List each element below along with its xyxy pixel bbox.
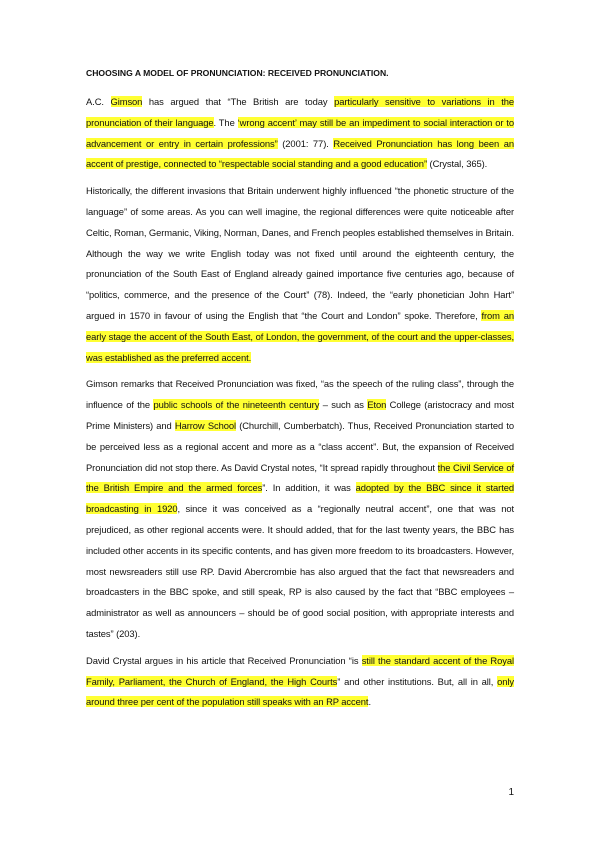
paragraph [86, 181, 514, 368]
paragraph [86, 374, 514, 644]
highlighted-text: particularly sensitive to variations in the pronunciation of their language [86, 96, 515, 128]
text-run: ” and other institutions. But, all in all, [337, 675, 498, 687]
text-run: Gimson remarks that Received Pronunciation was fixed, “as the speech of the ruling class”, through the influence of the [86, 378, 514, 411]
highlighted-text: ‘wrong accent’ may still be an impediment to social interaction or to advancement or entry in certain professions” [86, 116, 514, 149]
document-body [86, 92, 514, 713]
text-run: . [368, 696, 371, 708]
highlighted-text: public schools of the nineteenth century [153, 399, 320, 411]
highlighted-text: the Civil Service of the British Empire and the armed forces [86, 461, 514, 494]
highlighted-text: Harrow School [174, 419, 236, 431]
highlighted-text: Gimson [110, 96, 143, 107]
highlighted-text: only around three per cent of the population still speaks with an RP accent [86, 675, 515, 708]
text-run: College (aristocracy and most Prime Ministers) and [86, 399, 514, 431]
highlighted-text: from an early stage the accent of the South East, of London, the government, of the court and the upper-classes, was established as the preferred accent. [86, 309, 514, 363]
text-run: , since it was conceived as a “regionally neutral accent”, one that was not prejudiced, as other regional accents were. It should added, that for the last twenty years, the BBC has included other accents in its specific contents, and has given more freedom to its broadcasters. However, most newsreaders still use RP. David Abercrombie has also argued that the fact that newsreaders and broadcasters in the BBC spoke, and still speak, RP is also caused by the fact that “BBC employees – administrator as well as announcers – should be of good social position, with appropriate interests and tastes” (203). [86, 503, 514, 639]
text-run: A.C. [86, 96, 111, 107]
paragraph [86, 651, 514, 713]
paragraph [86, 92, 514, 175]
page-number: 1 [508, 787, 514, 798]
highlighted-text: Received Pronunciation has long been an accent of prestige, connected to “respectable social standing and a good education” [86, 137, 515, 170]
text-run: – such as [319, 399, 368, 411]
text-run: (Crystal, 365). [427, 158, 488, 170]
highlighted-text: adopted by the BBC since it started broadcasting in 1920 [86, 482, 514, 515]
text-run: . The [213, 116, 238, 128]
text-run: Historically, the different invasions that Britain underwent highly influenced “the phonetic structure of the language” of some areas. As you can well imagine, the regional differences were quite noticeable after Celtic, Roman, Germanic, Viking, Norman, Danes, and French peoples established themselves in Britain. Although the way we write English today was not fixed until around the eighteenth century, the pronunciation of the South East of England already gained importance five centuries ago, because of “politics, commerce, and the presence of the Court” (78). Indeed, the “early phonetician John Hart” argued in 1570 in favour of using the English that “the Court and London” spoke. Therefore, [86, 185, 514, 321]
text-run: ”. In addition, it was [262, 482, 356, 494]
highlighted-text: still the standard accent of the Royal Family, Parliament, the Church of England, the High Courts [86, 654, 514, 687]
document-title: CHOOSING A MODEL OF PRONUNCIATION: RECEIVED PRONUNCIATION. [86, 68, 389, 78]
text-run: has argued that “The British are today [142, 96, 335, 107]
text-run: (Churchill, Cumberbatch). Thus, Received Pronunciation started to be perceived less as a regional accent and more as a “class accent”. But, the expansion of Received Pronunciation did not stop there. As David Crystal notes, “It spread rapidly throughout [86, 419, 514, 473]
highlighted-text: Eton [367, 399, 387, 411]
text-run: David Crystal argues in his article that Received Pronunciation “is [86, 654, 362, 666]
text-run: (2001: 77). [277, 137, 334, 149]
